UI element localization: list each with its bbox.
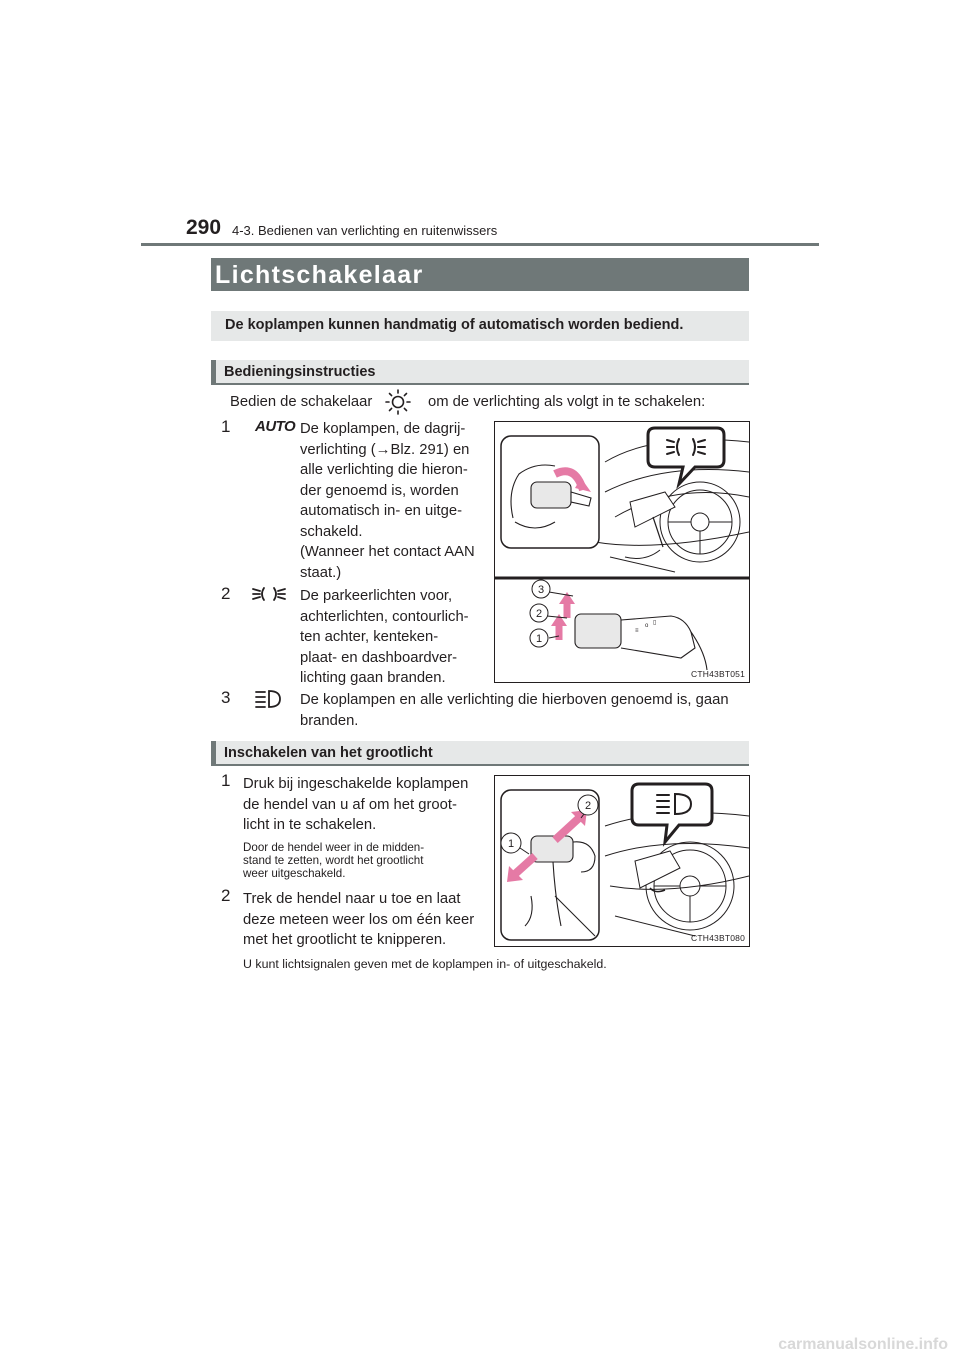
- item-3-text: De koplampen en alle verlichting die hierboven genoemd is, gaan branden.: [300, 692, 729, 729]
- figure-1-code: CTH43BT051: [691, 669, 745, 679]
- light-switch-icon: [384, 388, 412, 416]
- high-beam-number-2: 2: [221, 886, 231, 905]
- svg-text:≡: ≡: [635, 628, 639, 634]
- lead-text-before: Bedien de schakelaar: [230, 394, 373, 410]
- item-number-2: 2: [221, 584, 231, 603]
- figure-2-code: CTH43BT080: [691, 933, 745, 943]
- operating-heading: Bedieningsinstructies: [224, 364, 376, 380]
- high-beam-heading: Inschakelen van het grootlicht: [224, 745, 433, 761]
- figure-light-switch-drawing: [495, 422, 749, 682]
- high-beam-item-1-note: Door de hendel weer in de midden- stand te zetten, wordt het grootlicht weer uitgeschakeld.: [243, 841, 425, 880]
- svg-text:▯: ▯: [653, 620, 657, 626]
- operating-heading-bar: [211, 360, 749, 385]
- svg-text:o: o: [645, 623, 649, 629]
- section-title: Lichtschakelaar: [215, 261, 424, 289]
- page-number: 290: [186, 216, 222, 239]
- high-beam-item-1-text: Druk bij ingeschakelde koplampen de hendel van u af om het groot- licht in te schakelen.: [243, 776, 469, 833]
- figure-high-beam-drawing: [495, 776, 749, 946]
- figure-light-switch: [494, 421, 750, 683]
- header-rule: [141, 243, 819, 246]
- figure-1-callout-2: 2: [535, 608, 543, 620]
- section-title-bar: [211, 258, 749, 291]
- headlight-icon: [254, 687, 282, 711]
- high-beam-number-1: 1: [221, 771, 231, 790]
- lead-text-after: om de verlichting als volgt in te schakelen:: [428, 394, 706, 410]
- figure-1-callout-3: 3: [537, 584, 545, 596]
- intro-box: [211, 311, 749, 341]
- item-number-3: 3: [221, 688, 231, 707]
- headlight-indicator-bubble: [648, 428, 724, 484]
- figure-high-beam: [494, 775, 750, 947]
- item-2-text: De parkeerlichten voor, achterlichten, contourlich- ten achter, kenteken- plaat- en dashboardver- lichting gaan branden.: [300, 588, 469, 686]
- high-beam-footnote: U kunt lichtsignalen geven met de koplampen in- of uitgeschakeld.: [243, 957, 607, 971]
- parking-light-icon: [251, 582, 287, 606]
- figure-2-callout-2: 2: [584, 800, 592, 812]
- high-beam-item-2-text: Trek de hendel naar u toe en laat deze meteen weer los om één keer met het grootlicht te knipperen.: [243, 891, 475, 948]
- high-beam-heading-bar: [211, 741, 749, 766]
- auto-icon: AUTO: [255, 418, 296, 435]
- section-reference: 4-3. Bedienen van verlichting en ruitenwissers: [232, 223, 498, 238]
- figure-2-callout-1: 1: [507, 838, 515, 850]
- figure-1-callout-1: 1: [535, 633, 543, 645]
- watermark: carmanualsonline.info: [778, 1336, 948, 1353]
- item-number-1: 1: [221, 417, 231, 436]
- intro-text: De koplampen kunnen handmatig of automatisch worden bediend.: [225, 317, 684, 333]
- item-1-text: De koplampen, de dagrij- verlichting (→Blz. 291) en alle verlichting die hieron- der genoemd is, worden automatisch in- en uitge- schakeld. (Wanneer het contact AAN staat.): [300, 421, 475, 581]
